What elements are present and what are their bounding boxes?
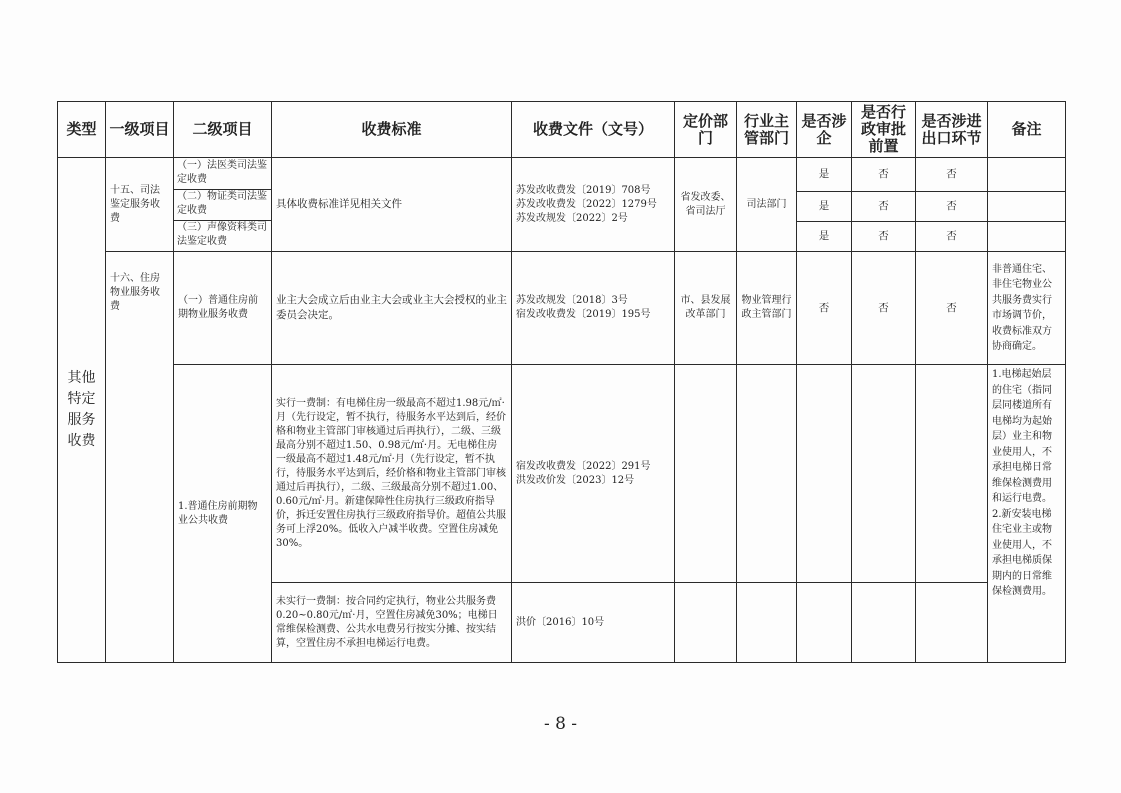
enterprise-cell: 是 [797,222,852,252]
approval-cell [852,583,916,663]
header-type: 类型 [58,102,106,158]
remark-cell-16-2: 1.电梯起始层的住宅（指同层同楼道所有电梯均为起始层）业主和物业使用人，不承担电梯日常维保检测费用和运行电费。 2.新安装电梯住宅业主或物业使用人，不承担电梯质保期内的日常维保检测费用。 [988,365,1066,663]
level2-cell-15 [174,158,272,252]
enterprise-cell: 否 [797,252,852,365]
header-import-export: 是否涉进出口环节 [916,102,988,158]
pricing-dept-cell-16-1: 市、县发展改革部门 [675,252,737,365]
level1-cell-15: 十五、司法鉴定服务收费 [106,158,174,252]
import-cell: 否 [916,222,988,252]
remark-cell-16-1: 非普通住宅、非住宅物业公共服务费实行市场调节价，收费标准双方协商确定。 [988,252,1066,365]
header-standard: 收费标准 [272,102,512,158]
type-cell: 其他特定服务收费 [58,158,106,663]
header-level2: 二级项目 [174,102,272,158]
standard-cell-16-1: 业主大会成立后由业主大会或业主大会授权的业主委员会决定。 [272,252,512,365]
industry-dept-cell-15: 司法部门 [737,158,797,252]
standard-cell-16-2b: 未实行一费制：按合同约定执行，物业公共服务费0.20~0.80元/㎡·月，空置住房减免30%；电梯日常维保检测费、公共水电费另行按实分摊、按实结算，空置住房不承担电梯运行电费。 [272,583,512,663]
standard-cell-16-2a: 实行一费制：有电梯住房一级最高不超过1.98元/㎡·月（先行设定，暂不执行，待服务水平达到后，经价格和物业主管部门审核通过后再执行），二级、三级最高分别不超过1.50、0.98元/㎡·月。无电梯住房一级最高不超过1.48元/㎡·月（先行设定，暂不执行，待服务水平达到后，经价格和物业主管部门审核通过后再执行），二级、三级最高分别不超过1.00、0.60元/㎡·月。新建保障性住房执行三级政府指导价，拆迁安置住房执行三级政府指导价。超值公共服务可上浮20%。低收入户减半收费。空置住房减免30%。 [272,365,512,583]
pricing-dept-cell [675,583,737,663]
pricing-dept-cell-15: 省发改委、省司法厅 [675,158,737,252]
level2-item: （三）声像资料类司法鉴定收费 [177,221,267,247]
industry-dept-cell [737,365,797,583]
document-cell-16-2a: 宿发改收费发〔2022〕291号 洪发改价发〔2023〕12号 [512,365,675,583]
level2-item: （二）物证类司法鉴定收费 [174,190,271,221]
approval-cell: 否 [852,192,916,222]
remark-cell [988,222,1066,252]
enterprise-cell [797,583,852,663]
header-document: 收费文件（文号） [512,102,675,158]
level2-cell-16-2: 1.普通住房前期物业公共收费 [174,365,272,663]
header-pricing-dept: 定价部门 [675,102,737,158]
enterprise-cell [797,365,852,583]
header-admin-approval: 是否行政审批前置 [852,102,916,158]
import-cell: 否 [916,252,988,365]
level2-cell-16-1: （一）普通住房前期物业服务收费 [174,252,272,365]
remark-cell [988,192,1066,222]
header-row [58,102,1066,158]
remark-cell [988,158,1066,192]
import-cell: 否 [916,192,988,222]
import-cell [916,583,988,663]
header-level1: 一级项目 [106,102,174,158]
table-row [58,252,1066,365]
header-industry-dept: 行业主管部门 [737,102,797,158]
import-cell [916,365,988,583]
industry-dept-cell [737,583,797,663]
approval-cell: 否 [852,252,916,365]
enterprise-cell: 是 [797,192,852,222]
import-cell: 否 [916,158,988,192]
level1-cell-16: 十六、住房物业服务收费 [106,252,174,663]
header-remarks: 备注 [988,102,1066,158]
document-cell-15: 苏发改收费发〔2019〕708号 苏发改收费发〔2022〕1279号 苏发改规发〔2022〕2号 [512,158,675,252]
approval-cell [852,365,916,583]
approval-cell: 否 [852,158,916,192]
document-cell-16-1: 苏发改规发〔2018〕3号 宿发改收费发〔2019〕195号 [512,252,675,365]
table-row [58,365,1066,583]
document-cell-16-2b: 洪价〔2016〕10号 [512,583,675,663]
level2-item: （一）法医类司法鉴定收费 [174,159,271,190]
header-involves-enterprise: 是否涉企 [797,102,852,158]
pricing-dept-cell [675,365,737,583]
industry-dept-cell-16-1: 物业管理行政主管部门 [737,252,797,365]
page-number: - 8 - [543,714,578,734]
approval-cell: 否 [852,222,916,252]
fee-table [57,101,1066,663]
standard-cell-15: 具体收费标准详见相关文件 [272,158,512,252]
enterprise-cell: 是 [797,158,852,192]
table-row [58,158,1066,192]
